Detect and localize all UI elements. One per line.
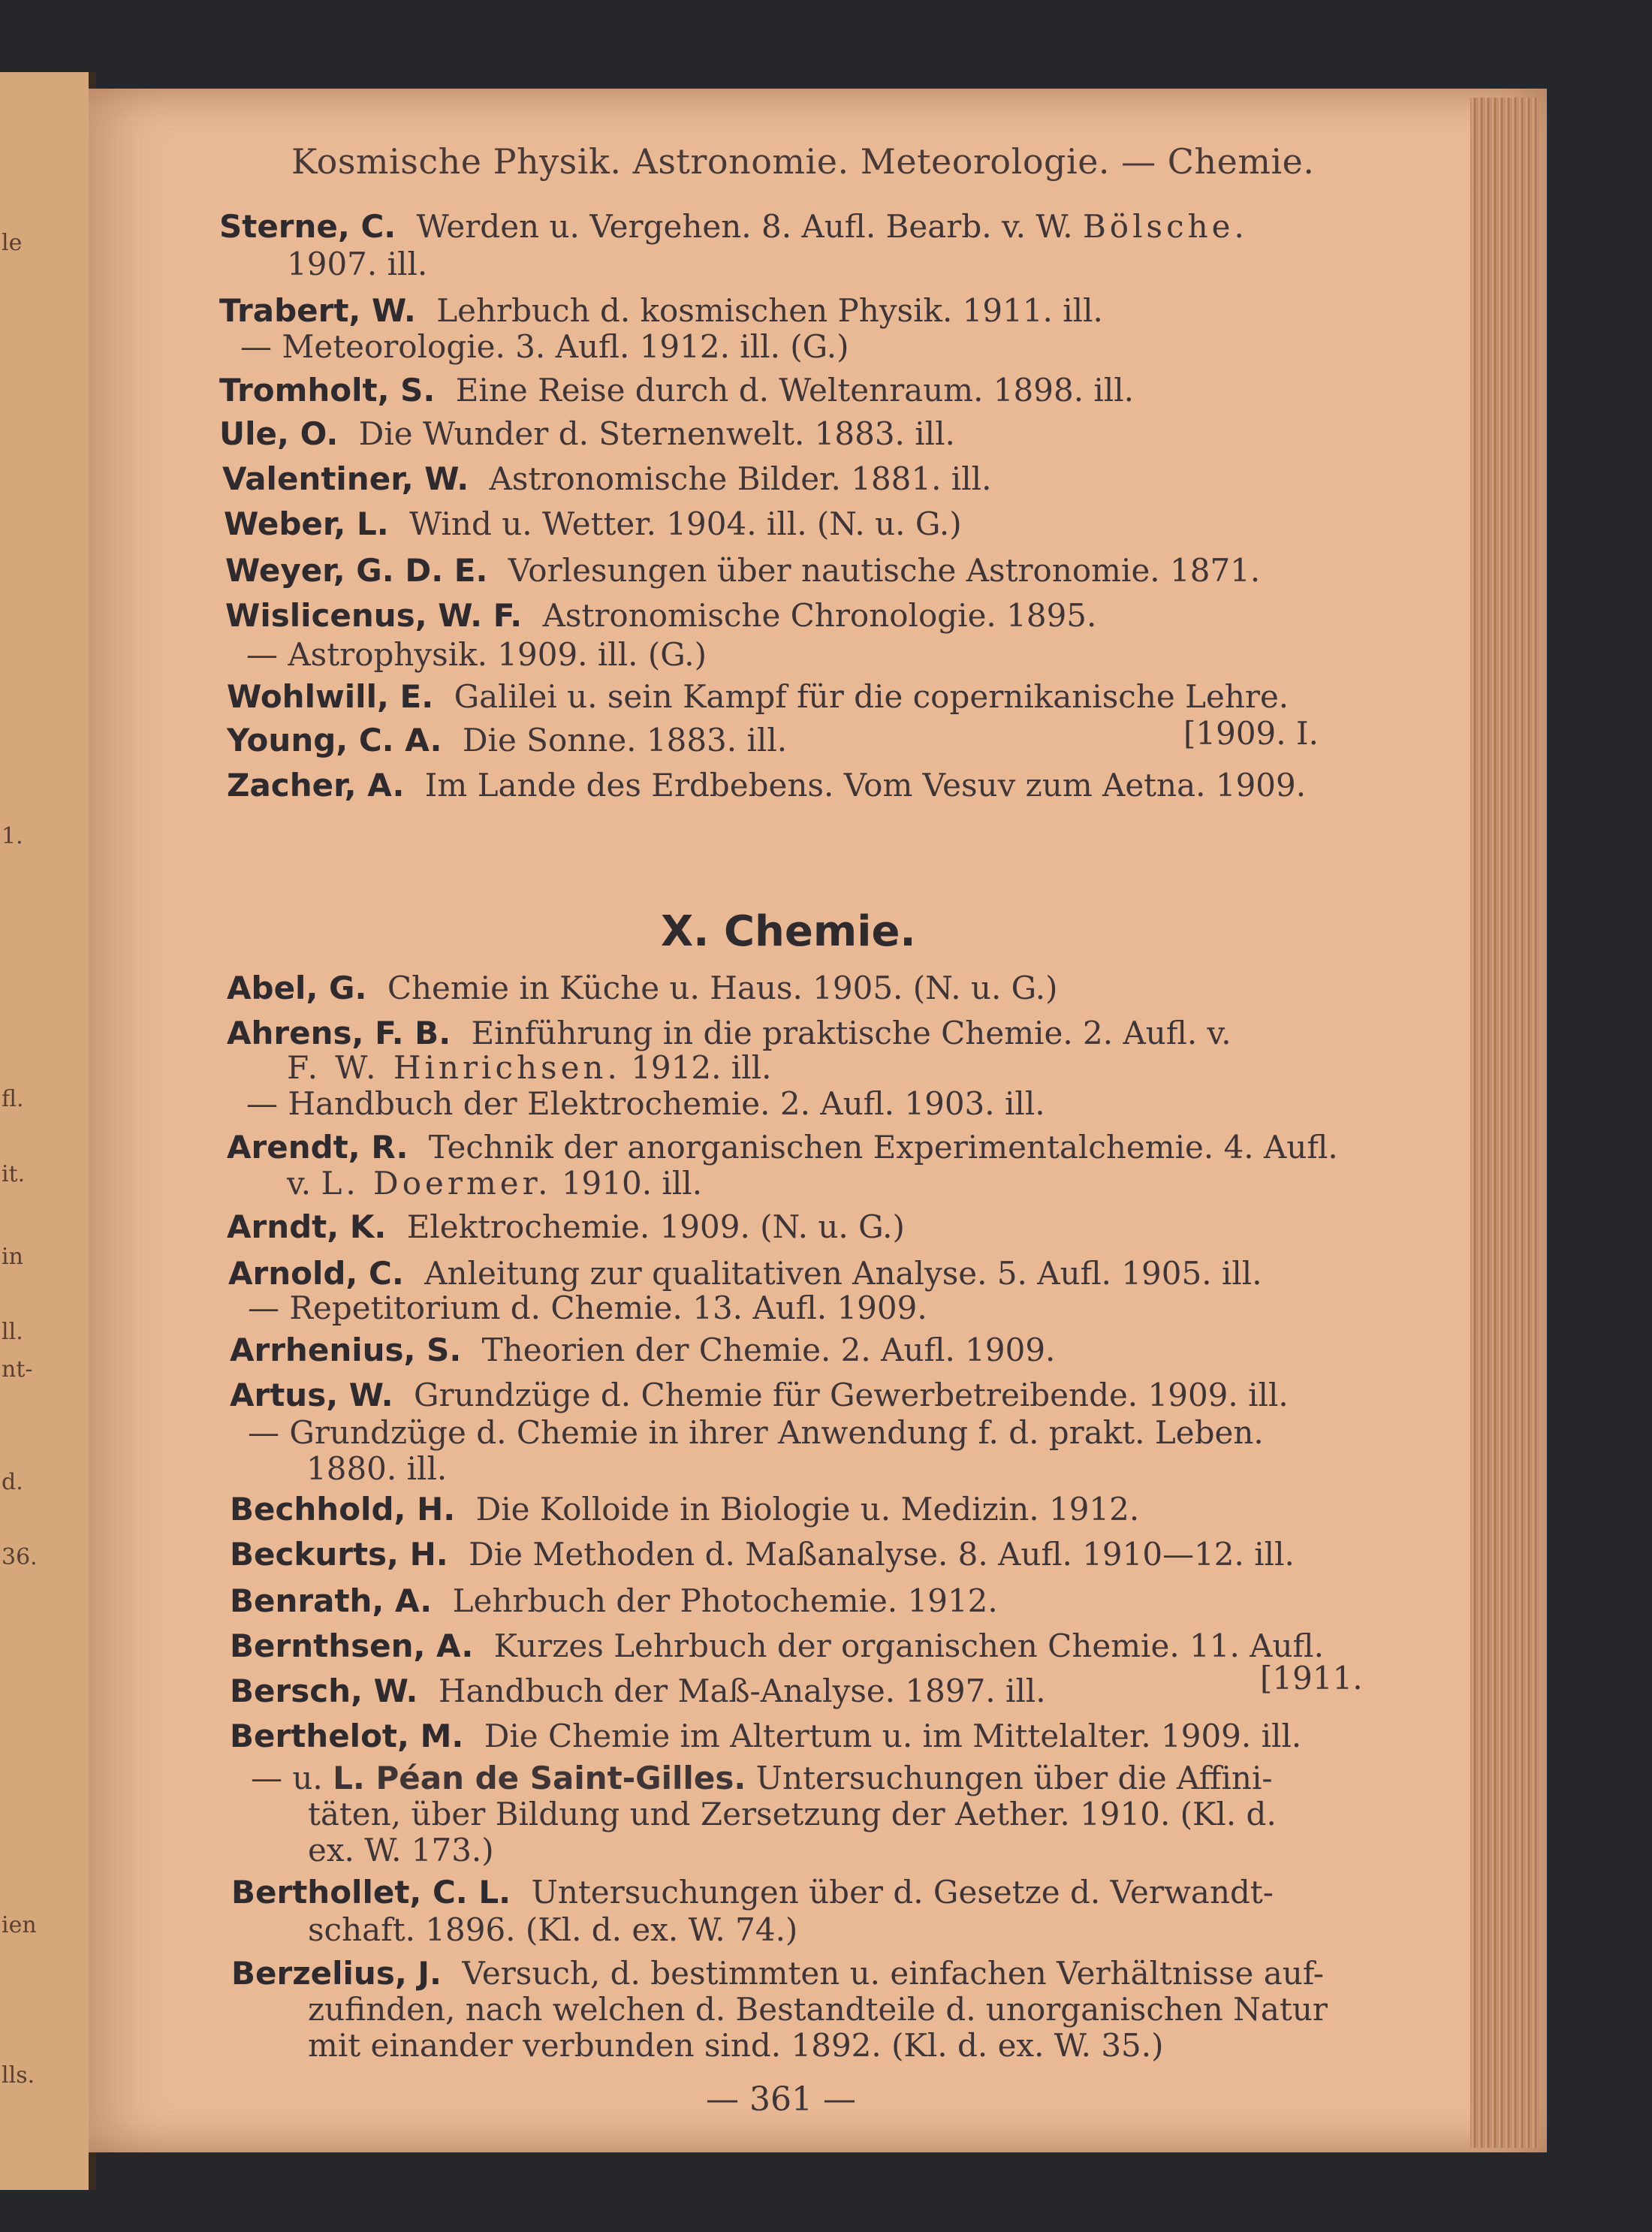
entry-continuation: täten, über Bildung und Zersetzung der Aether. 1910. (Kl. d. [308, 1796, 1277, 1832]
entry [227, 679, 1289, 715]
entry-continuation [287, 1050, 771, 1086]
entry-dash: — Meteorologie. 3. Aufl. 1912. ill. (G.) [240, 328, 849, 365]
entry [222, 461, 991, 497]
entry-text: Untersuchungen über d. Gesetze d. Verwandt- [531, 1874, 1274, 1911]
entry-carryover: [1909. I. [1183, 715, 1319, 752]
margin-fragment: le [2, 230, 23, 256]
entry [230, 1718, 1301, 1754]
entry-text: Die Chemie im Altertum u. im Mittelalter. 1909. ill. [484, 1718, 1302, 1754]
entry-text: Technik der anorganischen Experimentalchemie. 4. Aufl. [428, 1129, 1338, 1166]
entry-dash: — Astrophysik. 1909. ill. (G.) [246, 636, 707, 673]
entry-editor: L. Doermer. [321, 1165, 552, 1202]
entry-author: Artus, W. [230, 1377, 393, 1413]
entry-author: Arendt, R. [227, 1129, 408, 1166]
entry-dash: — Repetitorium d. Chemie. 13. Aufl. 1909. [248, 1289, 927, 1326]
section-title: X. Chemie. [661, 907, 916, 956]
entry [225, 553, 1260, 589]
entry [227, 1130, 1338, 1166]
margin-fragment: lls. [2, 2062, 35, 2089]
entry [230, 1673, 1046, 1709]
running-header: Kosmische Physik. Astronomie. Meteorologie. — Chemie. [291, 141, 1315, 182]
entry [227, 768, 1306, 804]
entry-author: Zacher, A. [227, 767, 405, 804]
margin-fragment: ll. [2, 1319, 23, 1345]
entry-text: Galilei u. sein Kampf für die copernikanische Lehre. [454, 678, 1289, 715]
entry-text: Werden u. Vergehen. 8. Aufl. Bearb. v. W. [416, 208, 1073, 245]
entry-text: Kurzes Lehrbuch der organischen Chemie. 11. Aufl. [493, 1627, 1324, 1664]
entry [230, 1583, 998, 1619]
entry-author: Valentiner, W. [222, 460, 469, 497]
entry-dash: — u. [251, 1760, 323, 1796]
entry-continuation [287, 1166, 702, 1202]
entry-text: Die Methoden d. Maßanalyse. 8. Aufl. 1910—12. ill. [469, 1536, 1295, 1573]
entry-author: Ule, O. [219, 415, 339, 452]
entry-continuation: schaft. 1896. (Kl. d. ex. W. 74.) [308, 1911, 798, 1948]
entry-author: Berthelot, M. [230, 1718, 464, 1754]
entry-author: Sterne, C. [219, 208, 396, 245]
entry-text: Theorien der Chemie. 2. Aufl. 1909. [481, 1332, 1056, 1368]
entry-text: 1912. ill. [631, 1049, 772, 1086]
margin-fragment: d. [2, 1469, 23, 1495]
entry-author: Young, C. A. [227, 722, 442, 759]
entry-text: Die Kolloide in Biologie u. Medizin. 1912. [475, 1491, 1140, 1528]
entry [230, 1537, 1295, 1573]
entry-author: Arnold, C. [228, 1255, 404, 1292]
entry-carryover: [1911. [1260, 1660, 1363, 1697]
margin-fragment: in [2, 1244, 23, 1270]
entry [230, 1332, 1055, 1368]
entry-dash: — Grundzüge d. Chemie in ihrer Anwendung f. d. prakt. Leben. [248, 1414, 1264, 1451]
entry [230, 1377, 1289, 1413]
page-number: — 361 — [706, 2080, 856, 2119]
entry-dash-line [251, 1760, 1273, 1796]
entry-continuation: zufinden, nach welchen d. Bestandteile d. unorganischen Natur [308, 1991, 1328, 2028]
entry-dash: — Handbuch der Elektrochemie. 2. Aufl. 1903. ill. [246, 1085, 1045, 1122]
entry [219, 416, 955, 452]
entry-continuation: 1907. ill. [287, 246, 428, 282]
entry-author: Wislicenus, W. F. [225, 597, 523, 634]
entry-editor: Bölsche. [1082, 208, 1248, 245]
entry-text: Elektrochemie. 1909. (N. u. G.) [406, 1208, 905, 1245]
entry-author: Benrath, A. [230, 1582, 433, 1619]
margin-fragment: ien [2, 1912, 37, 1938]
adjacent-page-edge [0, 72, 96, 2190]
entry [227, 722, 787, 759]
entry [227, 1015, 1231, 1051]
entry-author: Berzelius, J. [231, 1955, 442, 1992]
entry-text: Vorlesungen über nautische Astronomie. 1871. [508, 552, 1261, 589]
entry-editor: F. W. Hinrichsen. [287, 1049, 621, 1086]
entry [231, 1956, 1324, 1992]
entry-text: Eine Reise durch d. Weltenraum. 1898. ill. [455, 372, 1135, 409]
margin-fragment: nt- [2, 1356, 33, 1383]
entry-author: Trabert, W. [219, 292, 416, 329]
entry [231, 1875, 1274, 1911]
entry-author: Bernthsen, A. [230, 1627, 474, 1664]
entry-continuation: ex. W. 173.) [308, 1832, 494, 1869]
entry-text: Versuch, d. bestimmten u. einfachen Verhältnisse auf- [462, 1955, 1325, 1992]
entry-continuation: mit einander verbunden sind. 1892. (Kl. d. ex. W. 35.) [308, 2027, 1164, 2064]
entry-text: Anleitung zur qualitativen Analyse. 5. Aufl. 1905. ill. [424, 1255, 1262, 1292]
entry-author: Bechhold, H. [230, 1491, 456, 1528]
entry-author: Wohlwill, E. [227, 678, 434, 715]
entry-text: Im Lande des Erdbebens. Vom Vesuv zum Aetna. 1909. [424, 767, 1307, 804]
entry-author: Beckurts, H. [230, 1536, 448, 1573]
margin-fragment: fl. [2, 1086, 24, 1112]
entry-text: v. [287, 1165, 312, 1202]
entry [219, 209, 1248, 245]
entry-text: Die Sonne. 1883. ill. [462, 722, 788, 759]
entry-text: 1910. ill. [561, 1165, 703, 1202]
entry-text: Handbuch der Maß-Analyse. 1897. ill. [438, 1672, 1046, 1709]
entry-text: Einführung in die praktische Chemie. 2. Aufl. v. [471, 1015, 1231, 1051]
entry-text: Untersuchungen über die Affini- [755, 1760, 1273, 1796]
margin-fragment: it. [2, 1161, 26, 1187]
entry [227, 970, 1057, 1006]
margin-fragment: 1. [2, 823, 23, 849]
entry-continuation: 1880. ill. [306, 1450, 448, 1487]
entry [219, 293, 1103, 329]
entry [225, 598, 1096, 634]
entry [227, 1209, 905, 1245]
entry-text: Grundzüge d. Chemie für Gewerbetreibende. 1909. ill. [414, 1377, 1289, 1413]
entry [224, 506, 962, 542]
entry-text: Chemie in Küche u. Haus. 1905. (N. u. G.) [387, 970, 1058, 1006]
entry-text: Die Wunder d. Sternenwelt. 1883. ill. [358, 415, 955, 452]
entry-text: Lehrbuch d. kosmischen Physik. 1911. ill. [436, 292, 1103, 329]
entry [228, 1256, 1262, 1292]
entry-text: Astronomische Chronologie. 1895. [542, 597, 1097, 634]
entry-author: Ahrens, F. B. [227, 1015, 451, 1051]
entry-coauthor: L. Péan de Saint-Gilles. [333, 1760, 746, 1796]
entry-text: Wind u. Wetter. 1904. ill. (N. u. G.) [409, 505, 962, 542]
entry-text: Lehrbuch der Photochemie. 1912. [452, 1582, 998, 1619]
entry [230, 1628, 1324, 1664]
entry-author: Weyer, G. D. E. [225, 552, 488, 589]
entry-author: Bersch, W. [230, 1672, 418, 1709]
entry-text: Astronomische Bilder. 1881. ill. [489, 460, 992, 497]
entry-author: Weber, L. [224, 505, 389, 542]
margin-fragment: 36. [2, 1544, 38, 1570]
page-stack-edge [1470, 98, 1539, 2148]
entry [219, 373, 1134, 409]
entry-author: Abel, G. [227, 970, 367, 1006]
entry [230, 1492, 1139, 1528]
entry-author: Arndt, K. [227, 1208, 387, 1245]
entry-author: Arrhenius, S. [230, 1332, 462, 1368]
entry-author: Tromholt, S. [219, 372, 436, 409]
entry-author: Berthollet, C. L. [231, 1874, 511, 1911]
